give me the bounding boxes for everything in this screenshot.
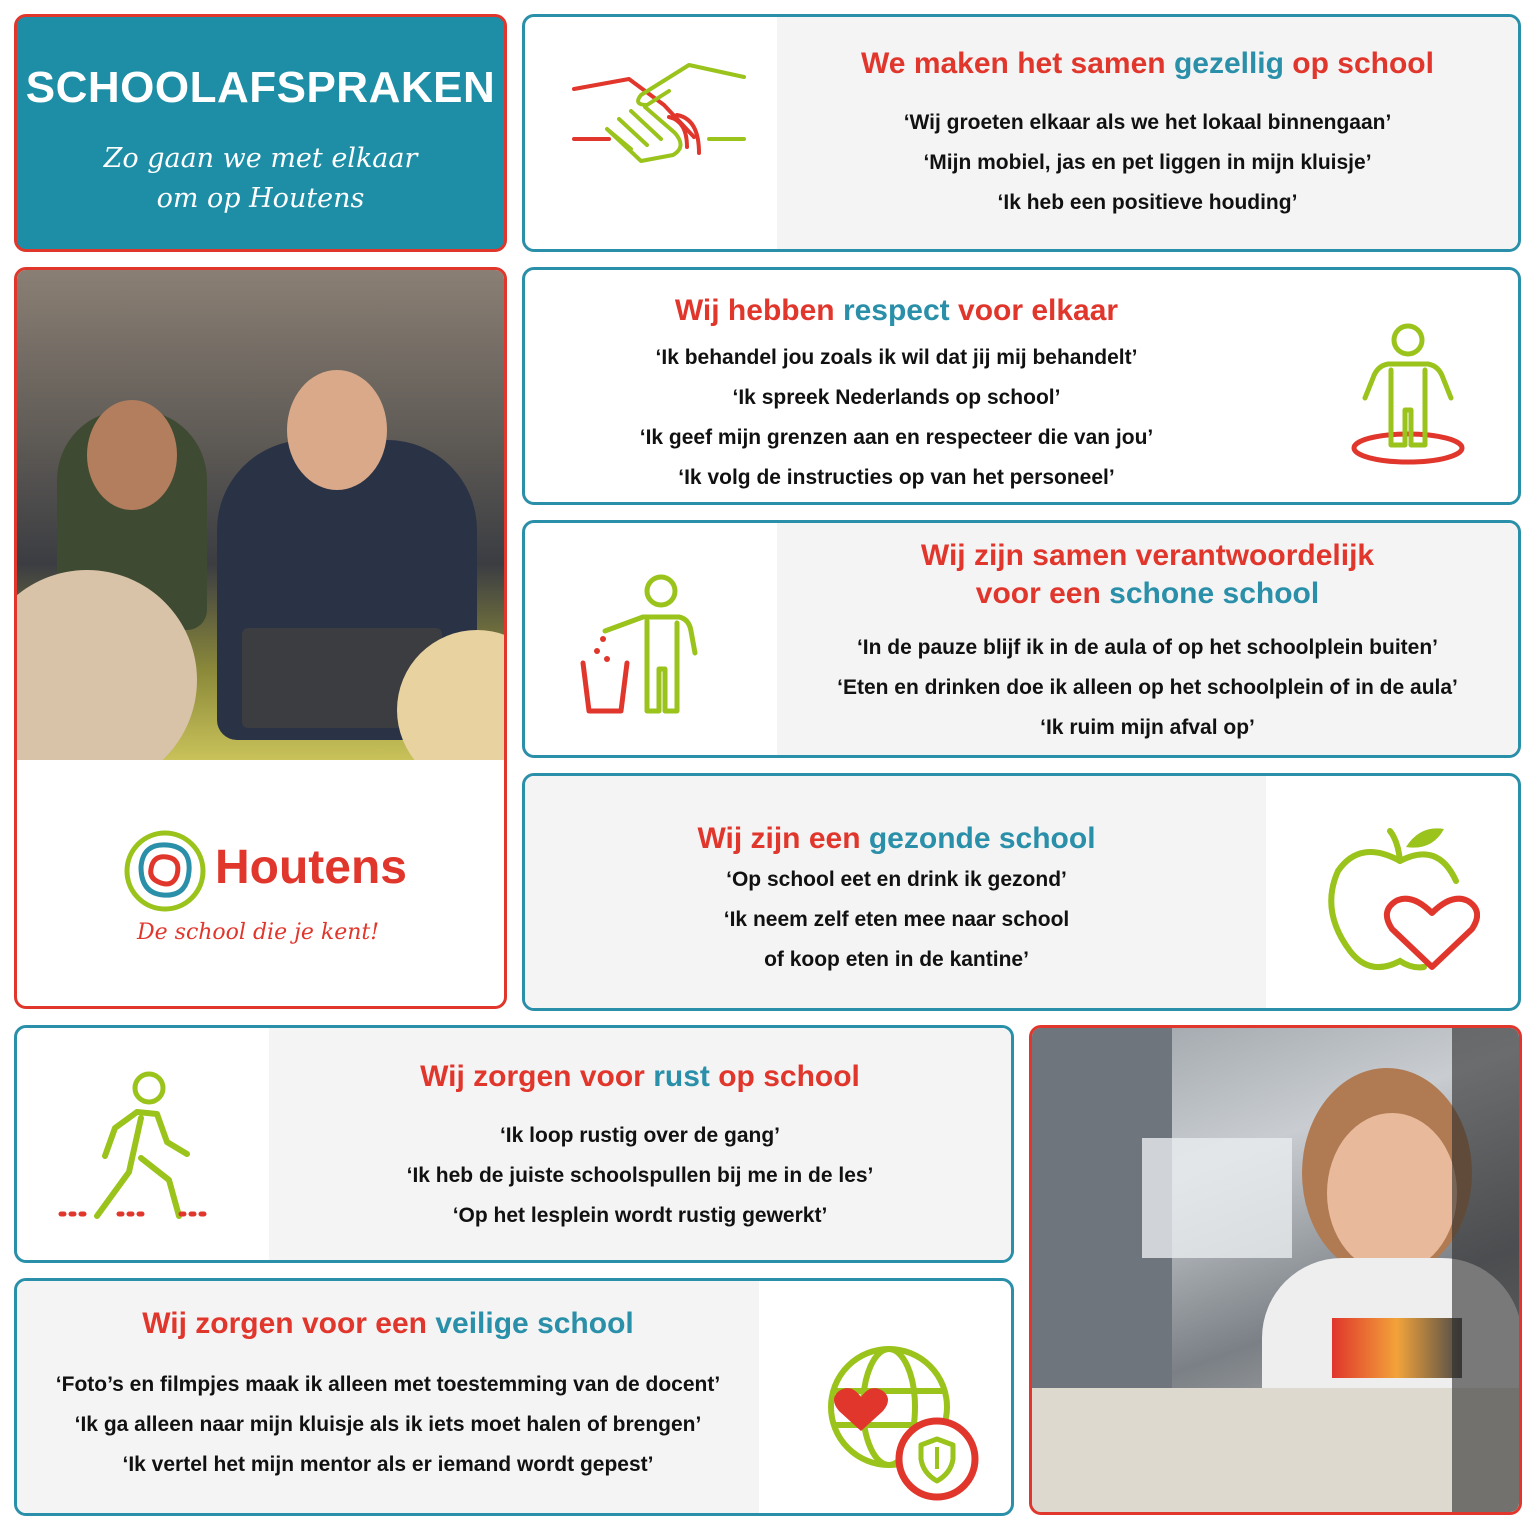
section-respect	[522, 267, 1521, 505]
section-lines	[17, 1365, 759, 1485]
section-title: We maken het samen gezellig op school	[861, 47, 1434, 80]
trash-person-icon	[577, 573, 717, 723]
rule-line: ‘Eten en drinken doe ik alleen op het schoolplein of in de aula’	[837, 676, 1458, 699]
section-lines	[525, 860, 1268, 980]
rule-line: ‘Ik neem zelf eten mee naar school	[723, 908, 1070, 931]
section-veilig	[14, 1278, 1014, 1516]
rule-line: ‘Ik volg de instructies op van het personeel’	[678, 466, 1115, 489]
rule-line: ‘Ik spreek Nederlands op school’	[732, 386, 1061, 409]
rule-line: ‘Foto’s en filmpjes maak ik alleen met toestemming van de docent’	[55, 1373, 721, 1396]
rule-line: ‘Ik heb de juiste schoolspullen bij me in de les’	[406, 1164, 874, 1187]
globe-shield-icon	[825, 1341, 985, 1501]
rule-line: ‘Ik heb een positieve houding’	[997, 191, 1298, 214]
apple-heart-icon	[1320, 821, 1480, 981]
logo-name: Houtens	[215, 841, 407, 894]
section-title: Wij zorgen voor rust op school	[420, 1060, 860, 1093]
section-title: Wij zorgen voor een veilige school	[142, 1307, 634, 1340]
page-title: SCHOOLAFSPRAKEN	[25, 63, 496, 112]
rule-line: ‘Ik loop rustig over de gang’	[499, 1124, 781, 1147]
rule-line: ‘Ik geef mijn grenzen aan en respecteer die van jou’	[639, 426, 1154, 449]
section-lines	[269, 1116, 1011, 1236]
rule-line: ‘Ik ga alleen naar mijn kluisje als ik iets moet halen of brengen’	[74, 1413, 702, 1436]
section-schoon	[522, 520, 1521, 758]
section-gezond	[522, 773, 1521, 1011]
photo-logo-card	[14, 267, 507, 1009]
rule-line: ‘Op het lesplein wordt rustig gewerkt’	[452, 1204, 828, 1227]
section-title: Wij zijn samen verantwoordelijk voor een schone school	[920, 539, 1375, 610]
handshake-icon	[569, 57, 749, 177]
section-lines	[525, 338, 1268, 498]
logo-tagline: De school die je kent!	[137, 920, 380, 945]
section-gezellig	[522, 14, 1521, 252]
header-card	[14, 14, 507, 252]
subtitle-line: Zo gaan we met elkaar	[103, 143, 418, 174]
section-lines	[777, 103, 1518, 223]
rule-line: ‘Mijn mobiel, jas en pet liggen in mijn kluisje’	[923, 151, 1372, 174]
rule-line: ‘In de pauze blijf ik in de aula of op het schoolplein buiten’	[856, 636, 1439, 659]
section-title: Wij hebben respect voor elkaar	[674, 294, 1119, 327]
person-boundary-icon	[1343, 320, 1473, 470]
rule-line: ‘Ik behandel jou zoals ik wil dat jij mij behandelt’	[655, 346, 1138, 369]
page-subtitle	[17, 139, 504, 219]
section-title: Wij zijn een gezonde school	[697, 822, 1096, 855]
section-lines	[777, 628, 1518, 748]
section-rust	[14, 1025, 1014, 1263]
rule-line: ‘Ik ruim mijn afval op’	[1040, 716, 1255, 739]
walking-person-icon	[57, 1068, 227, 1228]
rule-line: ‘Ik vertel het mijn mentor als er iemand wordt gepest’	[122, 1453, 654, 1476]
student-writing-photo	[1032, 1028, 1519, 1512]
students-photo	[17, 270, 504, 760]
rule-line: ‘Op school eet en drink ik gezond’	[726, 868, 1067, 891]
subtitle-line: om op Houtens	[156, 183, 365, 214]
rule-line: of koop eten in de kantine’	[764, 948, 1029, 971]
houtens-logo-icon	[121, 827, 209, 915]
student-writing-photo-card	[1029, 1025, 1522, 1515]
rule-line: ‘Wij groeten elkaar als we het lokaal binnengaan’	[903, 111, 1392, 134]
